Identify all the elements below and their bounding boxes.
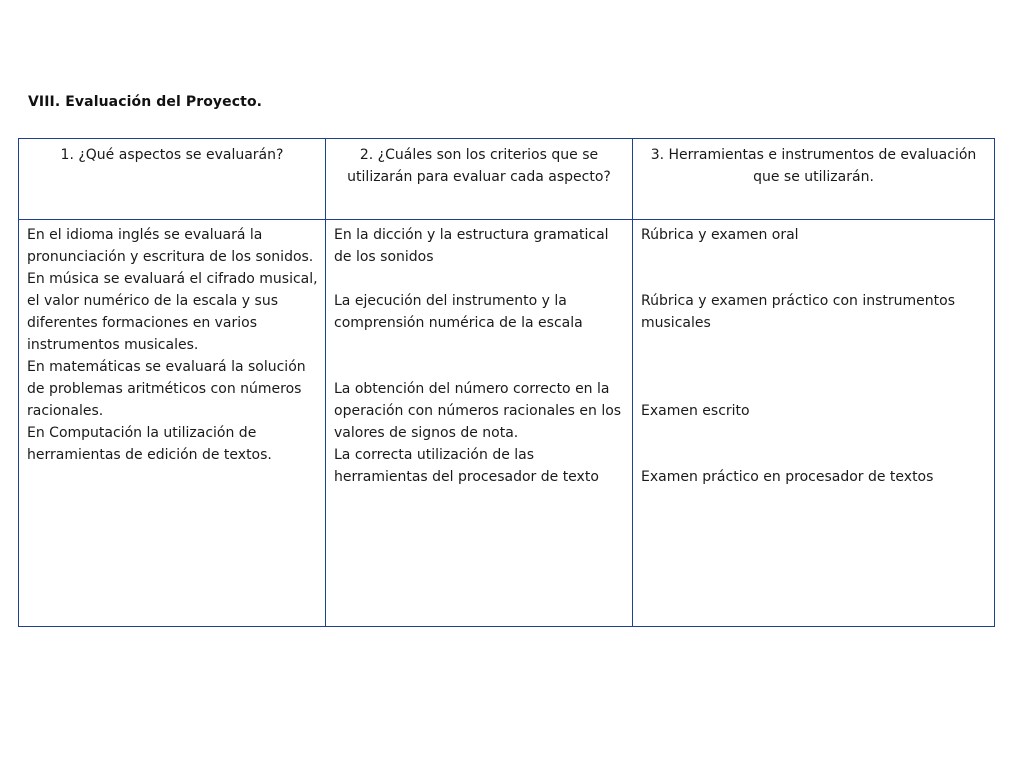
tool-english: Rúbrica y examen oral — [641, 227, 799, 243]
header-criteria: 2. ¿Cuáles son los criterios que se utilizarán para evaluar cada aspecto? — [326, 139, 633, 220]
tool-computing: Examen práctico en procesador de textos — [641, 469, 934, 485]
aspect-english: En el idioma inglés se evaluará la pronunciación y escritura de los sonidos. — [27, 227, 314, 265]
tool-math: Examen escrito — [641, 403, 750, 419]
aspect-math: En matemáticas se evaluará la solución de problemas aritméticos con números racionales. — [27, 359, 306, 419]
criterion-music: La ejecución del instrumento y la comprensión numérica de la escala — [334, 293, 583, 331]
aspect-computing: En Computación la utilización de herramientas de edición de textos. — [27, 425, 272, 463]
header-aspects: 1. ¿Qué aspectos se evaluarán? — [19, 139, 326, 220]
criteria-cell — [326, 220, 633, 627]
section-title: VIII. Evaluación del Proyecto. — [28, 94, 263, 110]
aspect-music: En música se evaluará el cifrado musical, el valor numérico de la escala y sus diferentes formaciones en varios instrumentos musicales. — [27, 271, 318, 353]
tools-cell — [633, 220, 995, 627]
tool-music: Rúbrica y examen práctico con instrumentos musicales — [641, 293, 956, 331]
aspects-cell — [19, 220, 326, 627]
criterion-english: En la dicción y la estructura gramatical de los sonidos — [334, 227, 609, 265]
criterion-computing: La correcta utilización de las herramientas del procesador de texto — [334, 447, 599, 485]
criterion-math: La obtención del número correcto en la operación con números racionales en los valores de signos de nota. — [334, 381, 622, 441]
table-row — [19, 220, 995, 627]
table-header-row — [19, 139, 995, 220]
header-tools: 3. Herramientas e instrumentos de evaluación que se utilizarán. — [633, 139, 995, 220]
evaluation-table — [18, 138, 995, 627]
